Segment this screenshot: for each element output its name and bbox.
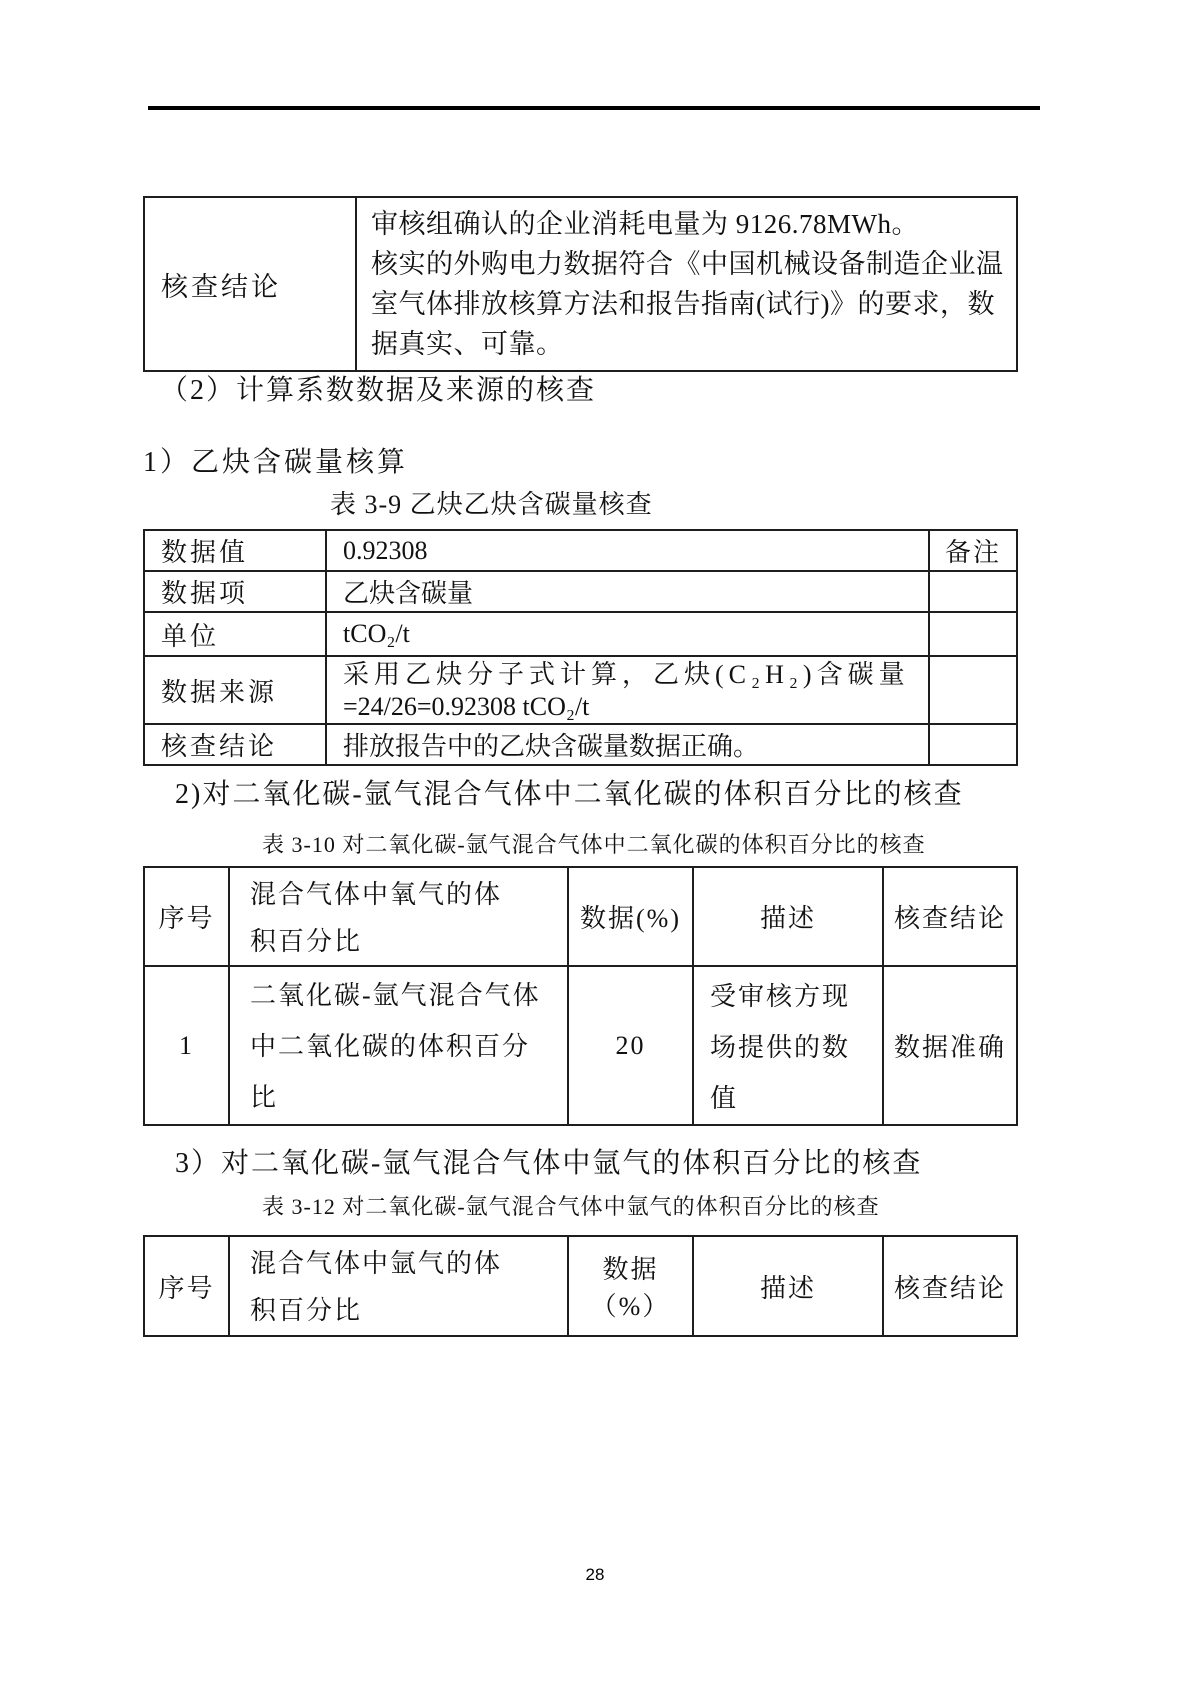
table-row bbox=[144, 656, 1017, 724]
page-number: 28 bbox=[585, 1565, 605, 1584]
note-cell bbox=[929, 612, 1017, 656]
table-row bbox=[144, 571, 1017, 612]
cell-value: 排放报告中的乙炔含碳量数据正确。 bbox=[326, 724, 929, 765]
header-rule bbox=[148, 106, 1040, 110]
cell-conclusion: 数据准确 bbox=[883, 966, 1017, 1125]
header-item bbox=[229, 1236, 568, 1336]
cell-item bbox=[229, 966, 568, 1125]
header-description: 描述 bbox=[693, 1236, 883, 1336]
header-item-line: 积百分比 bbox=[250, 927, 363, 956]
header-item-line: 积百分比 bbox=[250, 1296, 363, 1325]
argon-volume-percentage-table bbox=[143, 1235, 1018, 1337]
header-description: 描述 bbox=[693, 867, 883, 966]
header-data-percent: 数据（%） bbox=[568, 1236, 693, 1336]
section-heading-coefficient-check: （2）计算系数数据及来源的核查 bbox=[160, 375, 597, 406]
table-row bbox=[144, 197, 1017, 371]
data-source-line: =24/26=0.92308 tCO₂/t bbox=[343, 692, 590, 721]
table-3-12-caption: 表 3-12 对二氧化碳-氩气混合气体中氩气的体积百分比的核查 bbox=[262, 1194, 880, 1219]
note-cell bbox=[929, 656, 1017, 724]
row-label: 数据来源 bbox=[144, 656, 326, 724]
data-source-line: 采用乙炔分子式计算，乙炔(C₂H₂)含碳量 bbox=[343, 660, 910, 689]
conclusion-text-cell bbox=[356, 197, 1017, 371]
item-line: 二氧化碳-氩气混合气体 bbox=[250, 981, 541, 1010]
cell-description bbox=[693, 966, 883, 1125]
conclusion-line: 审核组确认的企业消耗电量为 9126.78MWh。 bbox=[371, 209, 919, 239]
cell-value: 0.92308 bbox=[326, 530, 929, 571]
table-row bbox=[144, 612, 1017, 656]
header-index: 序号 bbox=[144, 867, 229, 966]
cell-value bbox=[326, 656, 929, 724]
electricity-verification-conclusion-table bbox=[143, 196, 1018, 372]
description-line: 受审核方现 bbox=[710, 982, 851, 1011]
row-label: 单位 bbox=[144, 612, 326, 656]
table-header-row bbox=[144, 1236, 1017, 1336]
subsection-heading-argon-percentage: 3）对二氧化碳-氩气混合气体中氩气的体积百分比的核查 bbox=[175, 1148, 923, 1179]
row-label: 数据项 bbox=[144, 571, 326, 612]
subsection-heading-acetylene-carbon: 1）乙炔含碳量核算 bbox=[143, 447, 409, 478]
subsection-heading-co2-percentage: 2)对二氧化碳-氩气混合气体中二氧化碳的体积百分比的核查 bbox=[175, 779, 964, 810]
table-row bbox=[144, 530, 1017, 571]
header-item bbox=[229, 867, 568, 966]
cell-index: 1 bbox=[144, 966, 229, 1125]
header-item-line: 混合气体中氧气的体 bbox=[250, 880, 503, 909]
description-line: 场提供的数 bbox=[710, 1033, 851, 1062]
header-data-percent: 数据(%) bbox=[568, 867, 693, 966]
header-conclusion: 核查结论 bbox=[883, 867, 1017, 966]
description-line: 值 bbox=[710, 1084, 739, 1113]
note-cell bbox=[929, 571, 1017, 612]
row-label: 核查结论 bbox=[144, 724, 326, 765]
table-header-row bbox=[144, 867, 1017, 966]
cell-value: 乙炔含碳量 bbox=[326, 571, 929, 612]
header-index: 序号 bbox=[144, 1236, 229, 1336]
header-item-line: 混合气体中氩气的体 bbox=[250, 1249, 503, 1278]
table-3-9-caption: 表 3-9 乙炔乙炔含碳量核查 bbox=[330, 490, 653, 519]
cell-data-percent: 20 bbox=[568, 966, 693, 1125]
header-conclusion: 核查结论 bbox=[883, 1236, 1017, 1336]
item-line: 比 bbox=[250, 1083, 279, 1112]
conclusion-line: 室气体排放核算方法和报告指南(试行)》的要求，数 bbox=[371, 289, 995, 319]
conclusion-line: 核实的外购电力数据符合《中国机械设备制造企业温 bbox=[371, 249, 1004, 279]
table-3-10-caption: 表 3-10 对二氧化碳-氩气混合气体中二氧化碳的体积百分比的核查 bbox=[262, 832, 926, 857]
conclusion-line: 据真实、可靠。 bbox=[371, 329, 564, 359]
co2-volume-percentage-table bbox=[143, 866, 1018, 1126]
row-label: 数据值 bbox=[144, 530, 326, 571]
note-header-cell: 备注 bbox=[929, 530, 1017, 571]
row-label: 核查结论 bbox=[144, 197, 356, 371]
note-cell bbox=[929, 724, 1017, 765]
table-row bbox=[144, 966, 1017, 1125]
cell-value: tCO₂/t bbox=[326, 612, 929, 656]
item-line: 中二氧化碳的体积百分 bbox=[250, 1032, 531, 1061]
acetylene-carbon-content-table bbox=[143, 529, 1018, 766]
table-row bbox=[144, 724, 1017, 765]
